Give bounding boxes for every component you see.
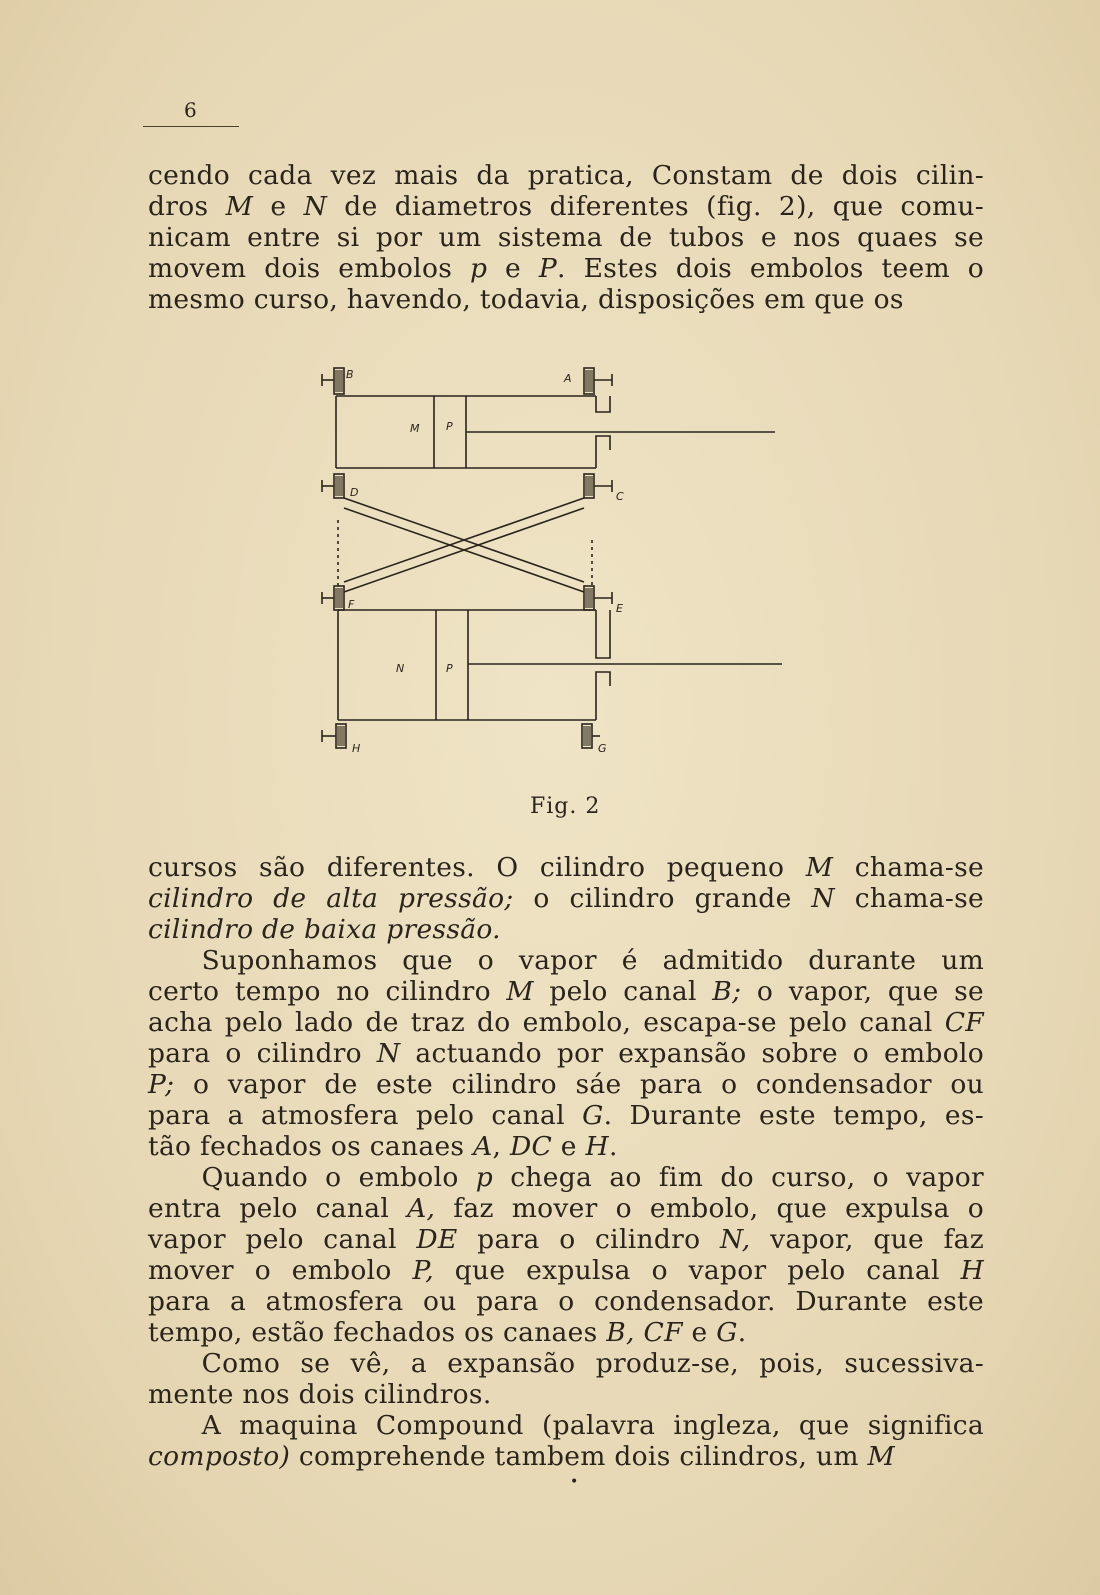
text-line: mesmo curso, havendo, todavia, disposições em que os — [148, 284, 904, 315]
paragraph-intro — [148, 160, 984, 315]
italic-text: DC — [509, 1131, 553, 1162]
text-line — [148, 914, 984, 945]
label-P-bottom: P — [446, 662, 453, 675]
italic-text: G — [716, 1317, 738, 1348]
italic-text: M — [506, 976, 534, 1007]
italic-text: M — [225, 191, 254, 222]
page-number: 6 — [184, 98, 197, 122]
text-line: cursos são diferentes. O cilindro pequeno M chama-se — [148, 852, 984, 883]
italic-text: H — [585, 1131, 609, 1162]
italic-text: CF — [643, 1317, 683, 1348]
label-N: N — [396, 662, 405, 675]
italic-text: p — [469, 253, 488, 284]
text-line: P; o vapor de este cilindro sáe para o condensador ou — [148, 1069, 984, 1100]
text-line: para a atmosfera ou para o condensador. Durante este — [148, 1286, 984, 1317]
italic-text: A — [473, 1131, 493, 1162]
italic-text: G — [582, 1100, 604, 1131]
label-G: G — [598, 742, 607, 755]
label-B: B — [346, 368, 354, 381]
italic-text: p — [475, 1162, 494, 1193]
italic-text: cilindro de baixa pressão. — [148, 914, 501, 945]
text-line: composto) comprehende tambem dois cilindros, um M — [148, 1441, 895, 1472]
label-F: F — [348, 598, 355, 611]
figure-caption: Fig. 2 — [530, 794, 601, 819]
text-line: Suponhamos que o vapor é admitido durante um — [148, 945, 984, 976]
italic-text: M — [867, 1441, 895, 1472]
italic-text: P — [538, 253, 558, 284]
text-line: mente nos dois cilindros. — [148, 1379, 492, 1410]
hatch-marks — [335, 370, 593, 746]
text-line: Quando o embolo p chega ao fim do curso, o vapor — [148, 1162, 984, 1193]
text-line: certo tempo no cilindro M pelo canal B; o vapor, que se — [148, 976, 984, 1007]
text-line: A maquina Compound (palavra ingleza, que significa — [148, 1410, 984, 1441]
italic-text: B; — [712, 976, 742, 1007]
label-H: H — [352, 742, 361, 755]
label-D: D — [350, 486, 359, 499]
italic-text: N — [811, 883, 835, 914]
italic-text: P, — [412, 1255, 434, 1286]
italic-text: cilindro de alta pressão; — [148, 883, 514, 914]
footer-mark: • — [570, 1474, 579, 1490]
text-line: nicam entre si por um sistema de tubos e nos quaes se — [148, 222, 984, 253]
italic-text: N, — [719, 1224, 751, 1255]
text-line: entra pelo canal A, faz mover o embolo, que expulsa o — [148, 1193, 984, 1224]
italic-text: CF — [944, 1007, 984, 1038]
figure-2-diagram — [320, 360, 790, 760]
text-line: acha pelo lado de traz do embolo, escapa-se pelo canal CF — [148, 1007, 984, 1038]
italic-text: H — [960, 1255, 984, 1286]
text-line: para a atmosfera pelo canal G. Durante este tempo, es- — [148, 1100, 984, 1131]
italic-text: A, — [407, 1193, 436, 1224]
text-line: tempo, estão fechados os canaes B, CF e G. — [148, 1317, 747, 1348]
italic-text: N — [376, 1038, 401, 1069]
italic-text: P; — [148, 1069, 175, 1100]
text-line: cendo cada vez mais da pratica, Constam de dois cilin- — [148, 160, 984, 191]
italic-text: DE — [416, 1224, 458, 1255]
label-p-top: P — [446, 420, 453, 433]
italic-text: composto) — [148, 1441, 291, 1472]
italic-text: M — [805, 852, 834, 883]
text-line: dros M e N de diametros diferentes (fig. 2), que comu- — [148, 191, 985, 222]
text-line: movem dois embolos p e P. Estes dois embolos teem o — [148, 253, 984, 284]
italic-text: B, — [606, 1317, 635, 1348]
text-line: tão fechados os canaes A, DC e H. — [148, 1131, 618, 1162]
paragraph-main — [148, 852, 984, 1472]
label-A: A — [564, 372, 572, 385]
italic-text: N — [303, 191, 328, 222]
text-line: para o cilindro N actuando por expansão sobre o embolo — [148, 1038, 984, 1069]
text-line: cilindro de alta pressão; o cilindro grande N chama-se — [148, 883, 984, 914]
label-C: C — [616, 490, 624, 503]
label-E: E — [616, 602, 623, 615]
label-M: M — [410, 422, 420, 435]
text-line: Como se vê, a expansão produz-se, pois, sucessiva- — [148, 1348, 984, 1379]
text-line: vapor pelo canal DE para o cilindro N, vapor, que faz — [148, 1224, 984, 1255]
header-rule — [143, 126, 239, 127]
text-line: mover o embolo P, que expulsa o vapor pelo canal H — [148, 1255, 984, 1286]
